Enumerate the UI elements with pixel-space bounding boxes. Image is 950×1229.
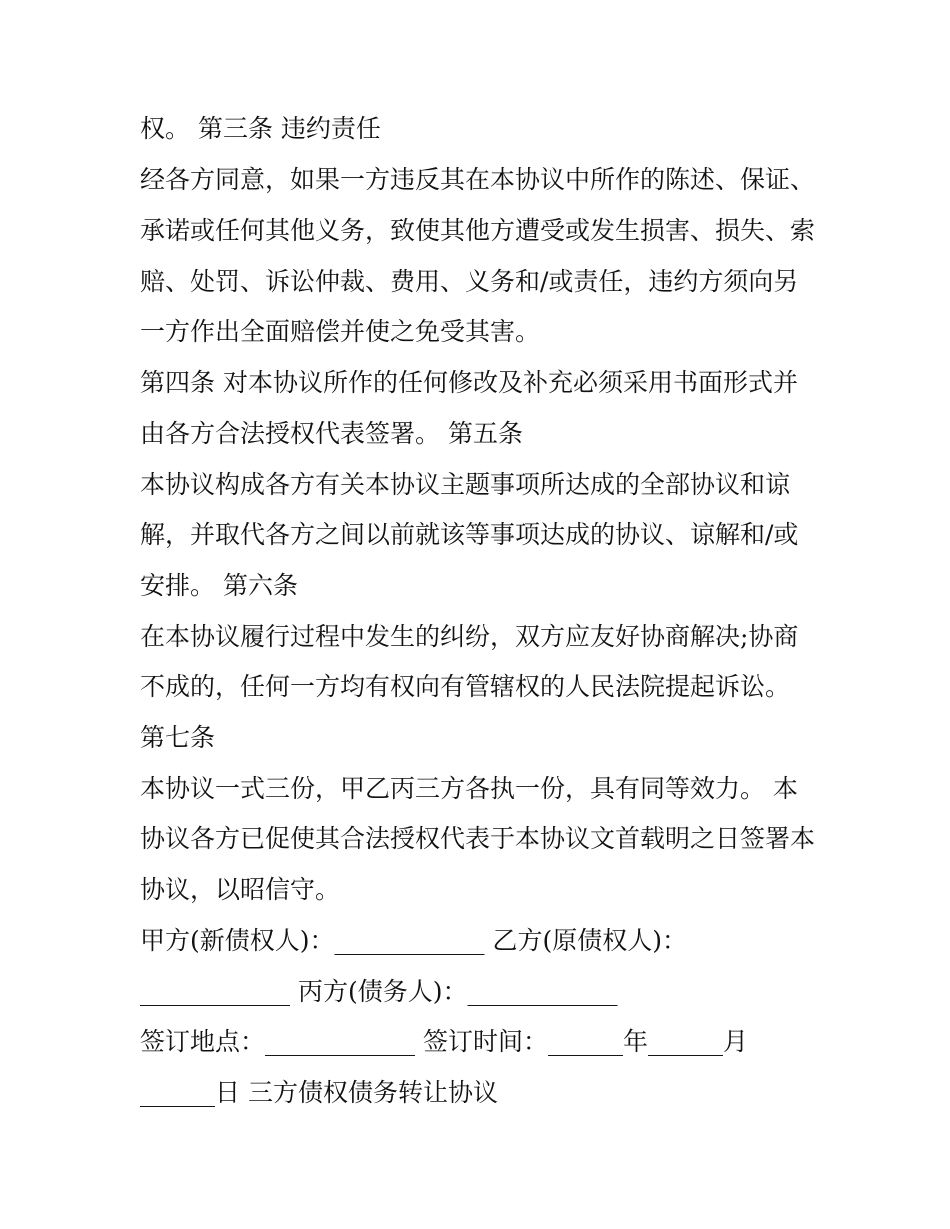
text-line-14: 本协议一式三份，甲乙丙三方各执一份，具有同等效力。 本	[140, 774, 798, 803]
text-line-9: 解，并取代各方之间以前就该等事项达成的协议、谅解和/或	[140, 520, 799, 549]
text-line-15: 协议各方已促使其合法授权代表于本协议文首载明之日签署本	[140, 824, 816, 853]
text-line-2: 经各方同意，如果一方违反其在本协议中所作的陈述、保证、	[140, 165, 816, 194]
text-line-5: 一方作出全面赔偿并使之免受其害。	[140, 317, 541, 346]
text-line-3: 承诺或任何其他义务，致使其他方遭受或发生损害、损失、索	[140, 216, 816, 245]
text-line-4: 赔、处罚、诉讼仲裁、费用、义务和/或责任，违约方须向另	[140, 267, 799, 296]
text-line-12: 不成的，任何一方均有权向有管辖权的人民法院提起诉讼。	[140, 672, 791, 701]
text-line-6: 第四条 对本协议所作的任何修改及补充必须采用书面形式并	[140, 368, 798, 397]
text-line-1: 权。 第三条 违约责任	[140, 114, 381, 143]
text-line-16: 协议，以昭信守。	[140, 875, 341, 904]
text-line-13: 第七条	[140, 723, 216, 752]
text-line-7: 由各方合法授权代表签署。 第五条	[140, 419, 523, 448]
signature-line-party-c: ____________ 丙方(债务人)：____________	[140, 977, 618, 1006]
signing-place-time-line: 签订地点：____________ 签订时间：______年______月	[140, 1027, 748, 1056]
signing-day-title-line: ______日 三方债权债务转让协议	[140, 1078, 498, 1107]
signature-line-parties-a-b: 甲方(新债权人)：____________ 乙方(原债权人)：	[140, 926, 687, 955]
text-line-11: 在本协议履行过程中发生的纠纷，双方应友好协商解决;协商	[140, 622, 799, 651]
text-line-10: 安排。 第六条	[140, 571, 298, 600]
text-line-8: 本协议构成各方有关本协议主题事项所达成的全部协议和谅	[140, 470, 791, 499]
